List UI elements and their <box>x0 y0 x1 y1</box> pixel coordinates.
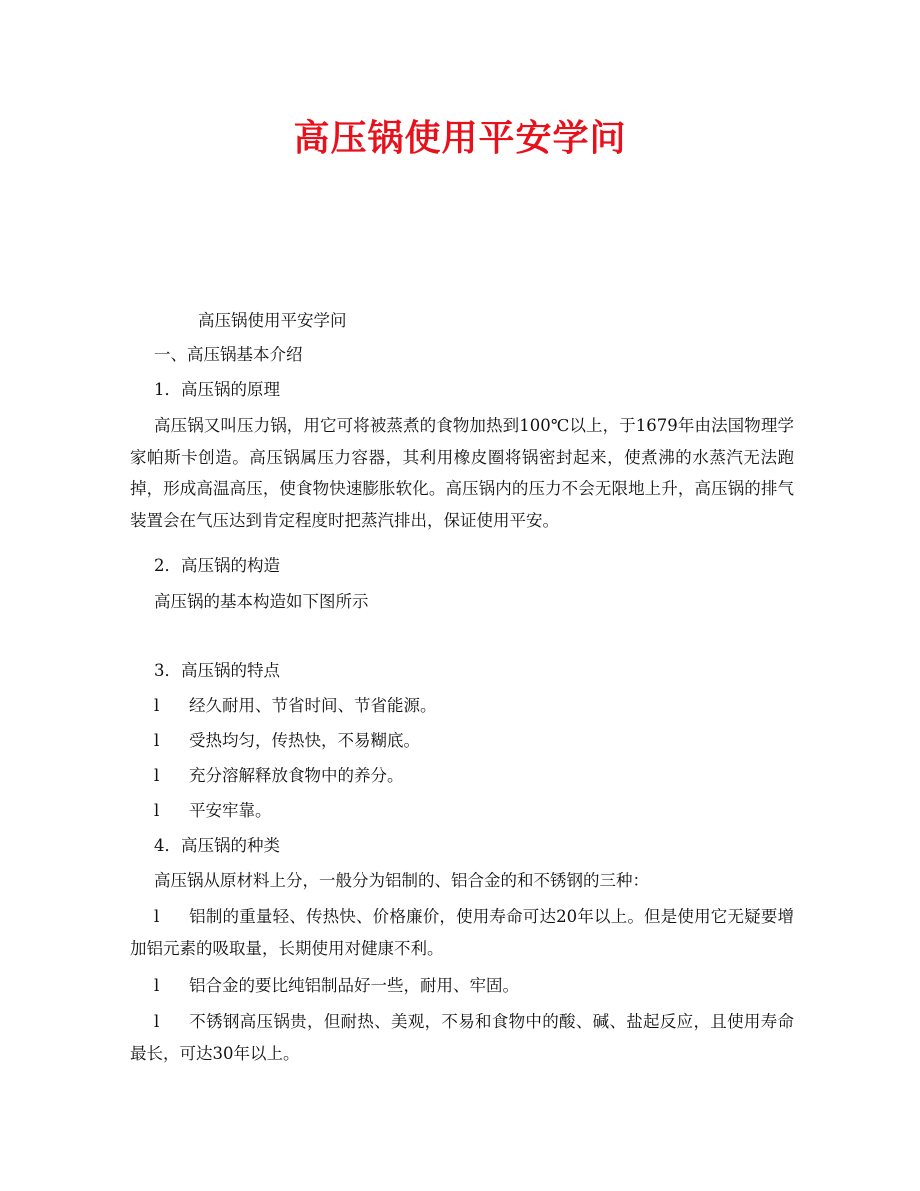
list-item <box>154 974 519 998</box>
type-text: 铝合金的要比纯铝制品好一些，耐用、牢固。 <box>189 976 519 995</box>
list-item <box>154 799 272 823</box>
feature-text: 受热均匀，传热快，不易糊底。 <box>189 731 420 750</box>
type-text: 铝制的重量轻、传热快、价格廉价，使用寿命可达20年以上。但是使用它无疑要增加铝元素的吸取量，长期使用对健康不利。 <box>130 907 794 958</box>
bullet-marker: l <box>154 801 160 820</box>
feature-text: 经久耐用、节省时间、节省能源。 <box>189 696 437 715</box>
paragraph-structure: 高压锅的基本构造如下图所示 <box>154 592 369 611</box>
list-item <box>154 764 404 788</box>
list-item <box>130 901 794 964</box>
bullet-marker: l <box>154 976 160 995</box>
bullet-marker: l <box>154 907 160 926</box>
document-title: 高压锅使用平安学问 <box>293 117 627 159</box>
paragraph-types-intro: 高压锅从原材料上分，一般分为铝制的、铝合金的和不锈钢的三种： <box>154 871 649 890</box>
bullet-marker: l <box>154 731 160 750</box>
feature-text: 充分溶解释放食物中的养分。 <box>189 766 404 785</box>
feature-text: 平安牢靠。 <box>189 801 272 820</box>
document-subtitle: 高压锅使用平安学问 <box>198 311 347 330</box>
subheading-features: 3．高压锅的特点 <box>154 661 280 680</box>
section-heading-intro: 一、高压锅基本介绍 <box>154 345 303 364</box>
list-item <box>130 1006 794 1069</box>
subheading-structure: 2．高压锅的构造 <box>154 556 280 575</box>
bullet-marker: l <box>154 766 160 785</box>
list-item <box>154 694 437 718</box>
bullet-marker: l <box>154 696 160 715</box>
type-text: 不锈钢高压锅贵，但耐热、美观，不易和食物中的酸、碱、盐起反应，且使用寿命最长，可达30年以上。 <box>130 1012 794 1063</box>
list-item <box>154 729 420 753</box>
bullet-marker: l <box>154 1012 160 1031</box>
paragraph-principle: 高压锅又叫压力锅，用它可将被蒸煮的食物加热到100℃以上，于1679年由法国物理学家帕斯卡创造。高压锅属压力容器，其利用橡皮圈将锅密封起来，使煮沸的水蒸汽无法跑掉，形成高温高压，使食物快速膨胀软化。高压锅内的压力不会无限地上升，高压锅的排气装置会在气压达到肯定程度时把蒸汽排出，保证使用平安。 <box>130 416 794 530</box>
subheading-principle: 1．高压锅的原理 <box>154 380 280 399</box>
subheading-types: 4．高压锅的种类 <box>154 836 280 855</box>
